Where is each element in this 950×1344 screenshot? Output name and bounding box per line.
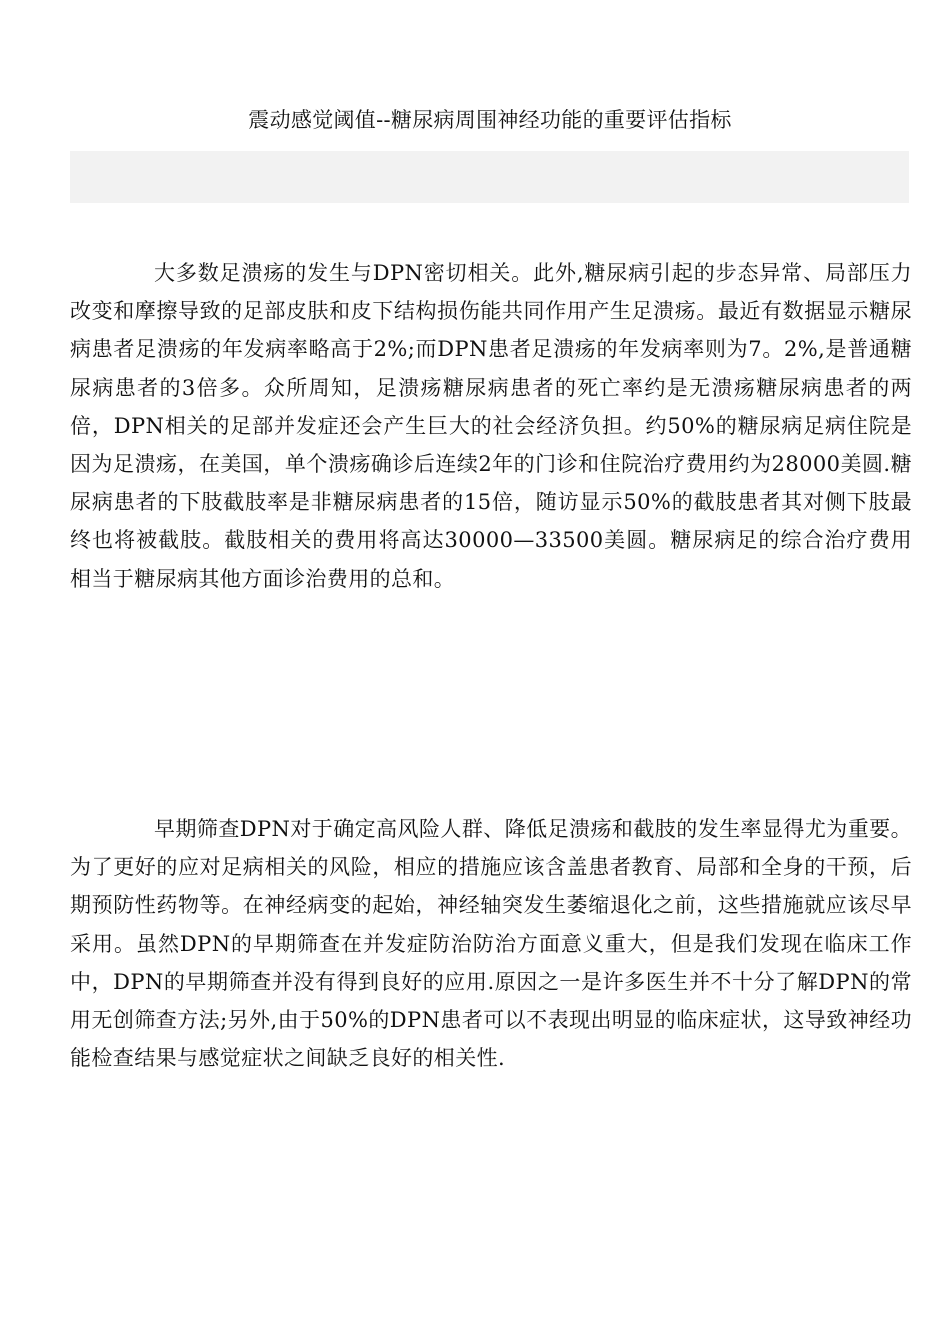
body-paragraph-1: 大多数足溃疡的发生与DPN密切相关。此外,糖尿病引起的步态异常、局部压力改变和摩擦导致的足部皮肤和皮下结构损伤能共同作用产生足溃疡。最近有数据显示糖尿病患者足溃疡的年发病率略高于2%;而DPN患者足溃疡的年发病率则为7。2%,是普通糖尿病患者的3倍多。众所周知，足溃疡糖尿病患者的死亡率约是无溃疡糖尿病患者的两倍，DPN相关的足部并发症还会产生巨大的社会经济负担。约50%的糖尿病足病住院是因为足溃疡，在美国，单个溃疡确诊后连续2年的门诊和住院治疗费用约为28000美圆.糖尿病患者的下肢截肢率是非糖尿病患者的15倍，随访显示50%的截肢患者其对侧下肢最终也将被截肢。截肢相关的费用将高达30000—33500美圆。糖尿病足的综合治疗费用相当于糖尿病其他方面诊治费用的总和。 — [70, 261, 912, 591]
body-paragraph-2: 早期筛查DPN对于确定高风险人群、降低足溃疡和截肢的发生率显得尤为重要。为了更好的应对足病相关的风险，相应的措施应该含盖患者教育、局部和全身的干预，后期预防性药物等。在神经病变的起始，神经轴突发生萎缩退化之前，这些措施就应该尽早采用。虽然DPN的早期筛查在并发症防治防治方面意义重大，但是我们发现在临床工作中，DPN的早期筛查并没有得到良好的应用.原因之一是许多医生并不十分了解DPN的常用无创筛查方法;另外,由于50%的DPN患者可以不表现出明显的临床症状，这导致神经功能检查结果与感觉症状之间缺乏良好的相关性. — [70, 817, 912, 1071]
header-shading-band — [70, 151, 909, 203]
document-title: 震动感觉阈值--糖尿病周围神经功能的重要评估指标 — [248, 108, 732, 132]
